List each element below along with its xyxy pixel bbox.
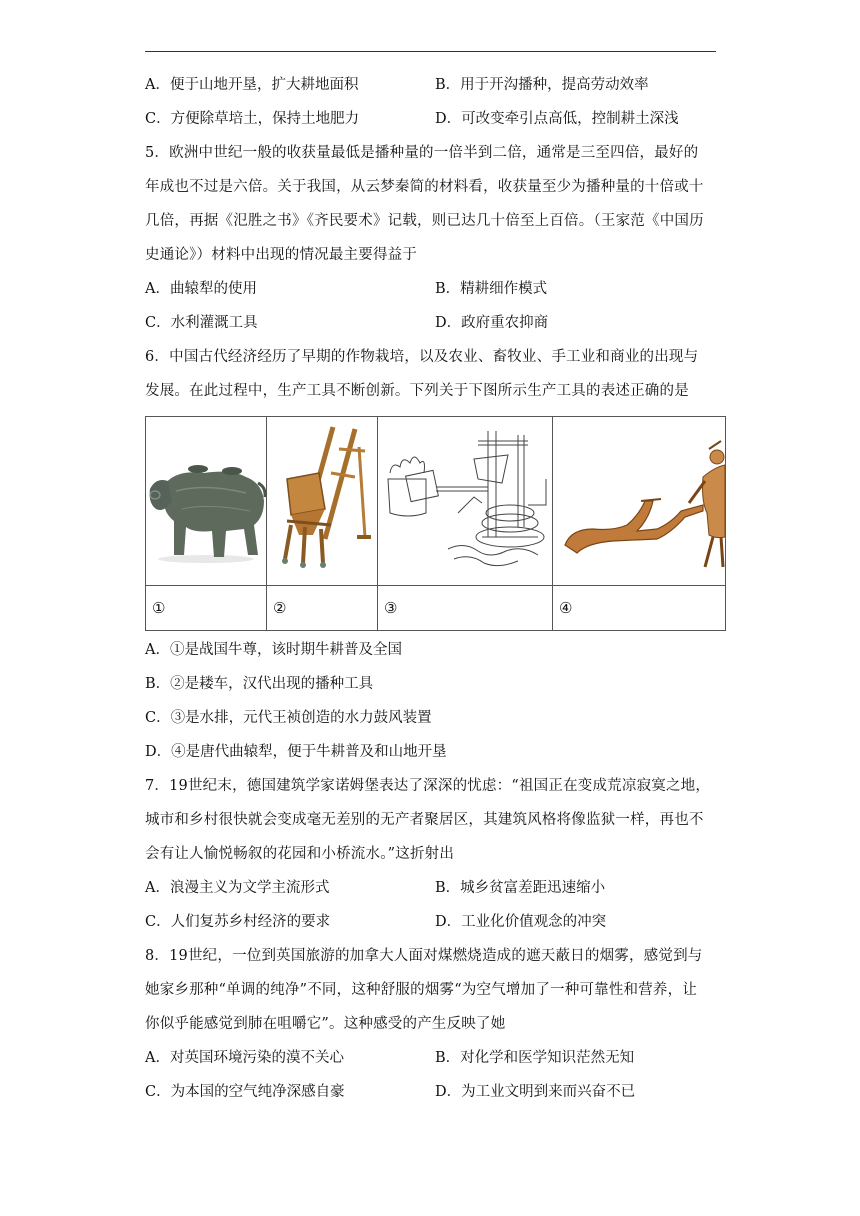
q6-line: 发展。在此过程中，生产工具不断创新。下列关于下图所示生产工具的表述正确的是 [145,383,689,399]
figure-2-cell [267,417,378,586]
figure-4-cell [553,417,726,586]
q6-option-b[interactable]: B．②是耧车，汉代出现的播种工具 [145,676,374,692]
figure-label-4: ④ [553,586,726,631]
option-row [145,102,725,136]
q8-stem [145,939,725,1041]
q7-option-d[interactable]: D．工业化价值观念的冲突 [435,914,607,930]
option-row [145,905,725,939]
option-row [145,272,725,306]
seed-drill-icon [267,417,377,585]
q8-option-b[interactable]: B．对化学和医学知识茫然无知 [435,1050,635,1066]
q8-option-a[interactable]: A．对英国环境污染的漠不关心 [145,1050,344,1066]
q7-option-b[interactable]: B．城乡贫富差距迅速缩小 [435,880,606,896]
q7-line: 会有让人愉悦畅叙的花园和小桥流水。”这折射出 [145,846,455,862]
q8-option-c[interactable]: C．为本国的空气纯净深感自豪 [145,1084,345,1100]
q8-options [145,1041,725,1109]
curved-plough-icon [553,417,725,585]
q5-option-d[interactable]: D．政府重农抑商 [435,315,549,331]
q5-option-b[interactable]: B．精耕细作模式 [435,281,548,297]
q6-options [145,633,725,769]
q5-line: 史通论》）材料中出现的情况最主要得益于 [145,247,418,263]
q7-option-c[interactable]: C．人们复苏乡村经济的要求 [145,914,331,930]
q7-option-a[interactable]: A．浪漫主义为文学主流形式 [145,880,330,896]
q5-option-a[interactable]: A．曲辕犁的使用 [145,281,257,297]
figure-label-2: ② [267,586,378,631]
q4-option-d[interactable]: D．可改变牵引点高低，控制耕土深浅 [435,111,679,127]
water-bellows-icon [378,417,552,585]
q6-option-a[interactable]: A．①是战国牛尊，该时期牛耕普及全国 [145,642,402,658]
q5-option-c[interactable]: C．水利灌溉工具 [145,315,258,331]
q7-line: 城市和乡村很快就会变成毫无差别的无产者聚居区，其建筑风格将像监狱一样，再也不 [145,812,704,828]
q4-options [145,68,725,136]
q7-line: 7．19世纪末，德国建筑学家诺姆堡表达了深深的忧虑：“祖国正在变成荒凉寂寞之地， [145,778,711,794]
q7-stem [145,769,725,871]
option-row [145,871,725,905]
header-rule [145,51,716,52]
figure-label-1: ① [146,586,267,631]
q4-option-b[interactable]: B．用于开沟播种，提高劳动效率 [435,77,649,93]
exam-page [145,68,725,1109]
option-row [145,68,725,102]
figure-3-cell [378,417,553,586]
q5-options [145,272,725,340]
ox-zun-icon [146,417,266,585]
q6-option-d[interactable]: D．④是唐代曲辕犁，便于牛耕普及和山地开垦 [145,744,447,760]
q5-line: 年成也不过是六倍。关于我国，从云梦秦简的材料看，收获量至少为播种量的十倍或十 [145,179,704,195]
q6-figure-table [145,416,726,631]
q4-option-c[interactable]: C．方便除草培土，保持土地肥力 [145,111,360,127]
q5-line: 5．欧洲中世纪一般的收获量最低是播种量的一倍半到二倍，通常是三至四倍，最好的 [145,145,699,161]
q8-line: 你似乎能感觉到肺在咀嚼它”。这种感受的产生反映了她 [145,1016,506,1032]
figure-label-3: ③ [378,586,553,631]
q6-line: 6．中国古代经济经历了早期的作物栽培，以及农业、畜牧业、手工业和商业的出现与 [145,349,699,365]
q8-line: 8．19世纪，一位到英国旅游的加拿大人面对煤燃烧造成的遮天蔽日的烟雾，感觉到与 [145,948,703,964]
q5-line: 几倍，再据《氾胜之书》《齐民要术》记载，则已达几十倍至上百倍。（王家范《中国历 [145,213,704,229]
option-row [145,1041,725,1075]
q8-option-d[interactable]: D．为工业文明到来而兴奋不已 [435,1084,636,1100]
figure-1-cell [146,417,267,586]
q5-stem [145,136,725,272]
option-row [145,306,725,340]
option-row [145,1075,725,1109]
q8-line: 她家乡那种“单调的纯净”不同，这种舒服的烟雾“为空气增加了一种可靠性和营养，让 [145,982,698,998]
q6-stem [145,340,725,408]
q7-options [145,871,725,939]
q6-option-c[interactable]: C．③是水排，元代王祯创造的水力鼓风装置 [145,710,432,726]
q4-option-a[interactable]: A．便于山地开垦，扩大耕地面积 [145,77,359,93]
